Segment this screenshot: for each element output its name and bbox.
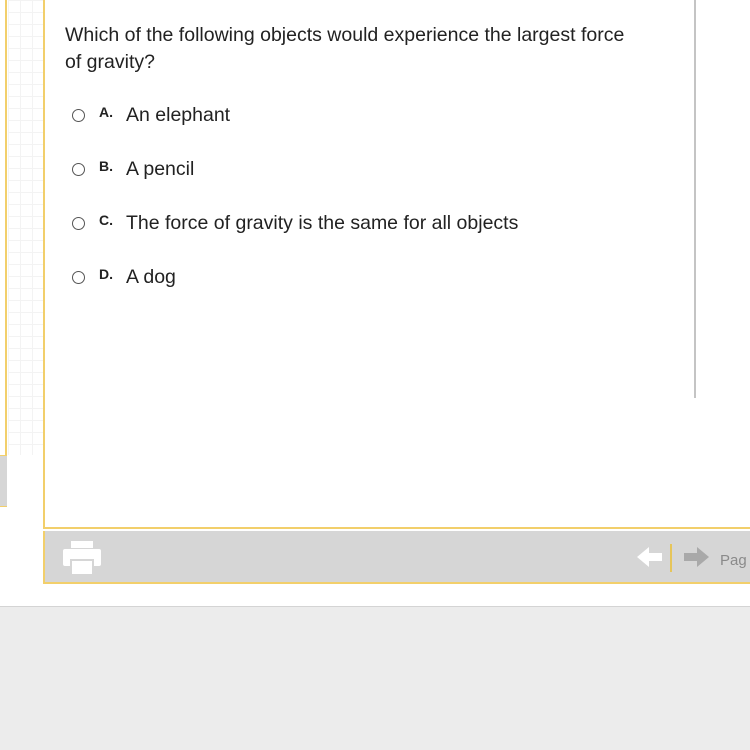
- option-label[interactable]: An elephant: [126, 104, 231, 126]
- footer-toolbar: [43, 531, 750, 584]
- option-letter: A.: [99, 104, 113, 120]
- option-label[interactable]: The force of gravity is the same for all objects: [126, 212, 519, 234]
- question-card: [43, 0, 750, 529]
- question-text: Which of the following objects would experience the largest force of gravity?: [65, 24, 625, 73]
- divider: [0, 606, 750, 607]
- option-label[interactable]: A pencil: [126, 158, 195, 180]
- nav-divider: [670, 544, 672, 572]
- arrow-left-icon[interactable]: [637, 546, 663, 568]
- left-panel: [0, 0, 7, 455]
- radio-button[interactable]: [72, 271, 85, 284]
- page-label: Pag: [720, 552, 747, 569]
- radio-button[interactable]: [72, 163, 85, 176]
- print-icon[interactable]: [62, 540, 102, 576]
- radio-button[interactable]: [72, 217, 85, 230]
- option-letter: C.: [99, 212, 113, 228]
- option-letter: D.: [99, 266, 113, 282]
- option-letter: B.: [99, 158, 113, 174]
- background-grid: [8, 0, 44, 455]
- column-divider: [694, 0, 696, 398]
- option-label[interactable]: A dog: [126, 266, 176, 288]
- arrow-right-icon[interactable]: [683, 546, 709, 568]
- radio-button[interactable]: [72, 109, 85, 122]
- left-panel-footer: [0, 455, 7, 507]
